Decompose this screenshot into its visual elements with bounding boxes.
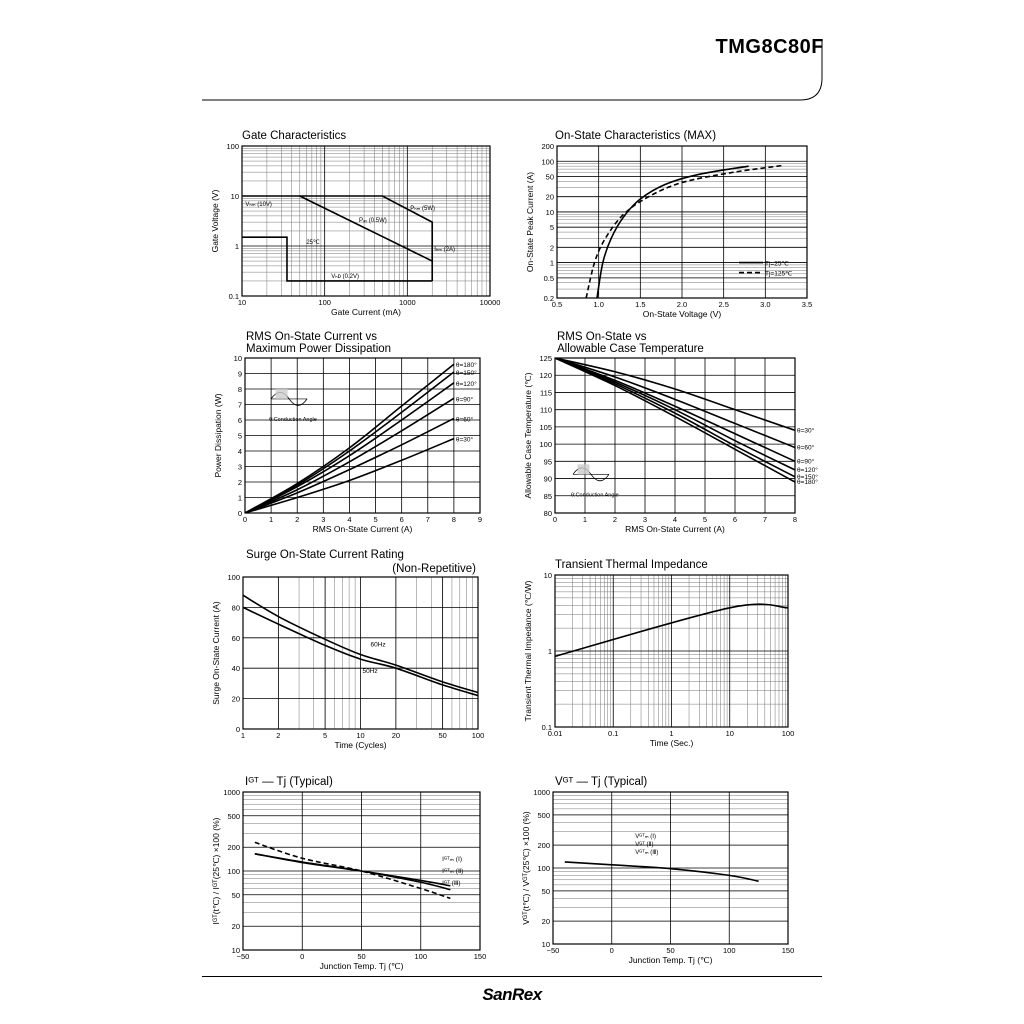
y-tick-label: 20 <box>231 922 240 932</box>
footer-rule <box>202 976 822 977</box>
inset-shade <box>578 464 590 474</box>
y-tick-label: 4 <box>237 447 242 456</box>
y-tick-label: 10 <box>543 571 552 580</box>
x-axis-label: Gate Current (mA) <box>331 307 401 317</box>
annotation-label: 25℃ <box>306 239 320 246</box>
x-tick-label: 1 <box>582 515 588 524</box>
y-tick-label: 500 <box>537 810 550 820</box>
chart-title: Vᴳᵀ — Tj (Typical) <box>555 776 648 788</box>
y-axis-label: Surge On-State Current (A) <box>211 601 221 705</box>
y-tick-label: 50 <box>541 886 550 896</box>
chart-title: Surge On-State Current Rating <box>246 549 404 561</box>
x-tick-label: 3 <box>642 515 648 524</box>
y-tick-label: 0.1 <box>228 292 239 301</box>
x-axis-label: RMS On-State Current (A) <box>312 524 413 534</box>
x-tick-label: 8 <box>451 515 456 524</box>
annotation-label: Vₕᴅ (0.2V) <box>331 273 359 280</box>
x-tick-label: 20 <box>391 731 401 740</box>
y-tick-label: 10 <box>230 192 239 201</box>
chart-on-state-characteristics <box>515 124 815 329</box>
chart-subtitle: (Non-Repetitive) <box>392 563 476 575</box>
y-tick-label: 10 <box>541 940 550 949</box>
y-tick-label: 0 <box>235 725 240 734</box>
x-tick-label: 0 <box>300 952 305 961</box>
y-tick-label: 1 <box>549 258 554 268</box>
series-label: Iᴳᵀₘ (Ⅱ) <box>442 868 464 875</box>
y-tick-label: 10 <box>233 354 242 363</box>
y-axis-label: Gate Voltage (V) <box>210 189 220 253</box>
y-tick-label: 2 <box>549 243 554 253</box>
x-tick-label: 2.0 <box>676 300 688 309</box>
y-tick-label: 90 <box>543 474 552 484</box>
y-tick-label: 20 <box>541 917 550 927</box>
x-tick-label: 3 <box>321 515 326 524</box>
annotation-label: Iₕₘ (2A) <box>434 246 456 253</box>
series-label: Iᴳᵀₘ (Ⅰ) <box>442 856 463 863</box>
y-tick-label: 0.1 <box>541 723 552 732</box>
x-tick-label: 6 <box>399 515 404 524</box>
y-tick-label: 10 <box>231 946 240 955</box>
chart-title: Allowable Case Temperature <box>557 343 704 355</box>
y-tick-label: 105 <box>539 422 552 432</box>
y-tick-label: 100 <box>227 573 240 582</box>
x-tick-label: 100 <box>722 946 736 955</box>
x-tick-label: 4 <box>672 515 678 524</box>
x-tick-label: 0 <box>552 515 558 524</box>
x-tick-label: −50 <box>546 946 560 955</box>
part-number: TMG8C80F <box>715 36 824 58</box>
series-label: θ=30° <box>797 427 815 435</box>
y-axis-label: Transient Thermal Impedance (℃/W) <box>523 580 533 722</box>
chart-title: Gate Characteristics <box>242 130 347 142</box>
chart-rms-power-dissipation <box>210 330 510 545</box>
y-tick-label: 110 <box>540 405 552 415</box>
y-tick-label: 80 <box>231 603 240 613</box>
y-tick-label: 10 <box>545 207 554 217</box>
x-tick-label: 9 <box>477 515 483 524</box>
header-rule <box>0 0 1024 110</box>
y-tick-label: 20 <box>545 192 554 202</box>
x-tick-label: 1 <box>240 731 246 740</box>
x-tick-label: 0.1 <box>608 729 619 738</box>
chart-title: Maximum Power Dissipation <box>246 343 392 355</box>
y-tick-label: 5 <box>237 431 242 441</box>
y-tick-label: 85 <box>543 491 552 501</box>
x-axis-label: Junction Temp. Tj (℃) <box>319 961 404 971</box>
x-tick-label: 2 <box>612 515 618 524</box>
x-tick-label: 3.0 <box>760 300 771 309</box>
x-tick-label: 50 <box>666 946 675 955</box>
annotation-label: Pₐᵥ (0.5W) <box>358 218 387 225</box>
y-tick-label: 100 <box>541 157 554 167</box>
y-tick-label: 200 <box>541 142 554 151</box>
x-tick-label: 1.5 <box>635 300 646 309</box>
x-tick-label: 0.01 <box>547 729 563 738</box>
chart-surge-current-rating <box>210 545 510 760</box>
inset-label: θ:Conduction Angle <box>571 492 619 499</box>
y-tick-label: 2 <box>237 478 242 487</box>
y-tick-label: 0 <box>237 509 242 518</box>
x-axis-label: Time (Cycles) <box>334 740 387 750</box>
y-tick-label: 80 <box>543 509 552 518</box>
x-tick-label: 1.0 <box>593 300 604 309</box>
x-tick-label: 10 <box>356 731 365 740</box>
annotation-label: Pₕₘ (5W) <box>410 206 436 213</box>
chart-title: Transient Thermal Impedance <box>555 559 708 571</box>
x-tick-label: 10 <box>237 298 247 307</box>
x-tick-label: 5 <box>323 731 328 740</box>
x-tick-label: 3.5 <box>801 300 813 309</box>
y-tick-label: 3 <box>237 462 242 472</box>
x-tick-label: 0 <box>609 946 614 955</box>
x-tick-label: 0 <box>242 515 248 524</box>
x-tick-label: 7 <box>762 515 768 524</box>
chart-transient-thermal-impedance <box>515 555 815 760</box>
series-label: θ=60° <box>455 416 474 424</box>
series-label: θ=120° <box>455 380 477 388</box>
y-tick-label: 1 <box>234 242 239 251</box>
x-tick-label: 150 <box>473 952 487 961</box>
x-tick-label: 1 <box>669 729 674 738</box>
x-tick-label: 100 <box>414 952 428 961</box>
x-tick-label: 1 <box>269 515 274 524</box>
chart-rms-case-temperature <box>515 330 818 545</box>
x-tick-label: 100 <box>471 731 485 740</box>
y-tick-label: 1 <box>547 647 552 656</box>
x-tick-label: 4 <box>347 515 352 524</box>
x-axis-label: Junction Temp. Tj (℃) <box>628 955 713 965</box>
y-tick-label: 125 <box>539 354 552 363</box>
x-tick-label: 100 <box>318 298 331 307</box>
y-tick-label: 100 <box>226 142 239 151</box>
y-axis-label: Allowable Case Temperature (℃) <box>523 372 533 499</box>
x-tick-label: 50 <box>438 731 447 740</box>
series-label: θ=60° <box>797 444 815 452</box>
y-tick-label: 1 <box>237 493 242 503</box>
y-tick-label: 100 <box>539 440 552 450</box>
y-tick-label: 8 <box>237 385 242 394</box>
x-tick-label: 2 <box>276 731 281 740</box>
annotation-label: Vᴳᵀₘ (Ⅲ) <box>635 849 659 856</box>
y-tick-label: 20 <box>231 694 240 704</box>
series-label: Iᴳᵀ (Ⅲ) <box>442 880 461 887</box>
series-label: 60Hz <box>370 641 386 649</box>
x-tick-label: 5 <box>373 515 378 524</box>
x-tick-label: −50 <box>236 952 250 961</box>
legend-label: Tj=25℃ <box>765 260 789 268</box>
series-label: θ=150° <box>797 473 818 481</box>
y-tick-label: 100 <box>227 867 240 876</box>
inset-shade <box>276 389 288 399</box>
y-axis-label: On-State Peak Current (A) <box>525 171 535 273</box>
x-tick-label: 10000 <box>479 298 501 307</box>
x-tick-label: 10 <box>725 729 734 738</box>
y-tick-label: 1000 <box>223 788 240 797</box>
chart-title: RMS On-State vs <box>557 331 647 343</box>
y-axis-label: Vᴳᵀ(t℃) / Vᴳᵀ(25℃) ×100 (%) <box>521 811 531 925</box>
chart-vgt-tj <box>515 770 815 975</box>
y-tick-label: 100 <box>537 864 550 873</box>
x-tick-label: 100 <box>781 729 795 738</box>
annotation-label: Vᴳᵀ (Ⅱ) <box>635 841 654 848</box>
x-tick-label: 5 <box>702 515 708 524</box>
series-label: θ=90° <box>455 396 474 404</box>
y-axis-label: Iᴳᵀ(t℃) / Iᴳᵀ(25℃) ×100 (%) <box>211 817 221 925</box>
y-tick-label: 5 <box>549 223 554 233</box>
chart-title: Iᴳᵀ — Tj (Typical) <box>245 776 333 788</box>
x-axis-label: Time (Sec.) <box>649 738 694 748</box>
y-tick-label: 0.5 <box>543 273 554 283</box>
y-tick-label: 200 <box>227 843 240 853</box>
y-tick-label: 50 <box>545 172 554 182</box>
x-tick-label: 2.5 <box>718 300 729 309</box>
series-label: θ=120° <box>797 466 818 474</box>
y-tick-label: 95 <box>543 457 552 467</box>
x-axis-label: RMS On-State Current (A) <box>625 524 725 534</box>
x-tick-label: 8 <box>792 515 798 524</box>
y-tick-label: 40 <box>231 664 240 674</box>
y-tick-label: 9 <box>237 369 242 379</box>
legend-label: Tj=125℃ <box>765 270 793 278</box>
y-tick-label: 0.2 <box>543 294 554 303</box>
x-tick-label: 150 <box>781 946 795 955</box>
series-label: θ=180° <box>797 479 818 486</box>
y-tick-label: 60 <box>231 633 240 643</box>
y-tick-label: 500 <box>227 811 240 821</box>
x-tick-label: 1000 <box>398 298 416 307</box>
annotation-label: Vᴳᵀₘ (Ⅰ) <box>635 833 656 840</box>
chart-gate-characteristics <box>200 124 500 324</box>
chart-title: On-State Characteristics (MAX) <box>555 130 717 142</box>
x-tick-label: 7 <box>425 515 430 524</box>
y-axis-label: Power Dissipation (W) <box>213 393 223 478</box>
series-label: θ=180° <box>455 362 477 370</box>
chart-title: RMS On-State Current vs <box>246 331 378 343</box>
series-label: θ=150° <box>455 369 477 377</box>
inset-label: θ:Conduction Angle <box>269 416 317 423</box>
x-tick-label: 0.5 <box>551 300 563 309</box>
brand-logo: SanRex <box>482 985 542 1004</box>
y-tick-label: 200 <box>537 841 550 851</box>
x-tick-label: 50 <box>357 952 366 961</box>
x-tick-label: 2 <box>295 515 300 524</box>
y-tick-label: 115 <box>540 388 552 398</box>
x-axis-label: On-State Voltage (V) <box>642 309 722 319</box>
y-tick-label: 6 <box>237 416 242 425</box>
y-tick-label: 1000 <box>533 788 550 797</box>
series-label: 50Hz <box>362 668 378 676</box>
x-tick-label: 6 <box>732 515 738 524</box>
chart-igt-tj <box>205 770 505 975</box>
series-label: θ=30° <box>455 436 474 444</box>
y-tick-label: 7 <box>237 400 242 410</box>
y-tick-label: 50 <box>231 890 240 900</box>
annotation-label: Vₕₘ (10V) <box>245 202 272 208</box>
series-label: θ=90° <box>797 458 815 466</box>
y-tick-label: 120 <box>539 371 552 381</box>
